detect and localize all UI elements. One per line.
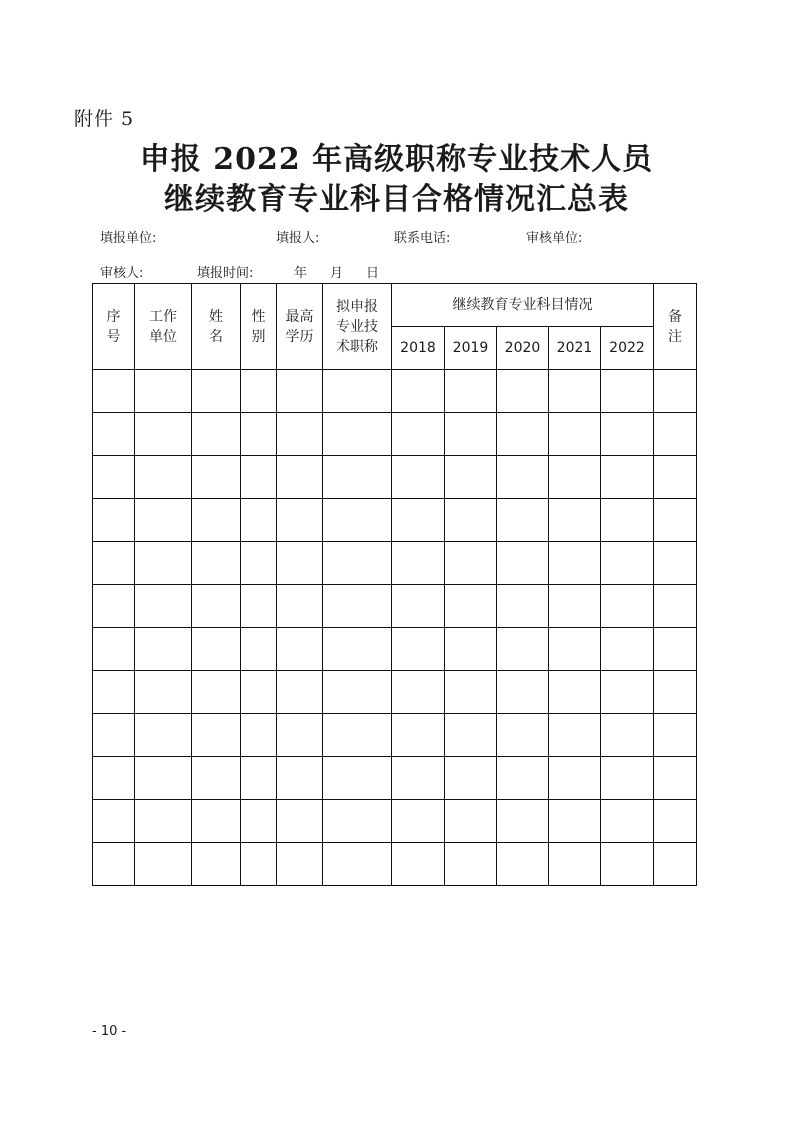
table-cell[interactable]	[277, 800, 323, 843]
table-cell[interactable]	[93, 413, 135, 456]
page-number: - 10 -	[92, 1024, 127, 1039]
table-cell[interactable]	[497, 714, 549, 757]
table-cell[interactable]	[323, 843, 392, 886]
table-cell[interactable]	[654, 800, 697, 843]
table-cell[interactable]	[241, 542, 277, 585]
fill-time-label: 填报时间:	[197, 266, 254, 281]
header-education: 最高学历	[277, 284, 323, 370]
table-cell[interactable]	[601, 499, 654, 542]
filler-label: 填报人:	[276, 231, 320, 246]
table-cell[interactable]	[277, 628, 323, 671]
table-cell[interactable]	[392, 800, 445, 843]
header-remarks: 备注	[654, 284, 697, 370]
table-cell[interactable]	[549, 671, 601, 714]
header-year: 2021	[549, 327, 601, 370]
table-cell[interactable]	[192, 757, 241, 800]
table-cell[interactable]	[135, 370, 192, 413]
table-cell[interactable]	[654, 413, 697, 456]
table-cell[interactable]	[601, 628, 654, 671]
table-cell[interactable]	[323, 370, 392, 413]
table-cell[interactable]	[93, 757, 135, 800]
table-cell[interactable]	[601, 456, 654, 499]
table-cell[interactable]	[654, 843, 697, 886]
table-cell[interactable]	[93, 370, 135, 413]
header-year: 2018	[392, 327, 445, 370]
table-cell[interactable]	[445, 370, 497, 413]
summary-table	[92, 283, 697, 886]
table-cell[interactable]	[277, 671, 323, 714]
table-cell[interactable]	[192, 843, 241, 886]
table-cell[interactable]	[135, 542, 192, 585]
table-cell[interactable]	[549, 499, 601, 542]
table-row	[93, 843, 697, 886]
table-cell[interactable]	[392, 370, 445, 413]
attachment-label: 附件 5	[74, 108, 135, 130]
table-cell[interactable]	[93, 800, 135, 843]
table-cell[interactable]	[277, 843, 323, 886]
header-year: 2019	[445, 327, 497, 370]
table-cell[interactable]	[549, 370, 601, 413]
table-row	[93, 671, 697, 714]
table-cell[interactable]	[392, 413, 445, 456]
fill-unit-label: 填报单位:	[100, 231, 157, 246]
table-cell[interactable]	[601, 800, 654, 843]
table-cell[interactable]	[241, 843, 277, 886]
table-cell[interactable]	[445, 714, 497, 757]
table-cell[interactable]	[445, 499, 497, 542]
table-cell[interactable]	[549, 757, 601, 800]
table-row	[93, 714, 697, 757]
table-cell[interactable]	[93, 714, 135, 757]
table-cell[interactable]	[277, 585, 323, 628]
header-continuing-education: 继续教育专业科目情况	[392, 284, 654, 327]
table-cell[interactable]	[241, 456, 277, 499]
table-cell[interactable]	[135, 800, 192, 843]
table-cell[interactable]	[135, 671, 192, 714]
table-cell[interactable]	[654, 499, 697, 542]
table-cell[interactable]	[323, 413, 392, 456]
table-cell[interactable]	[445, 843, 497, 886]
table-cell[interactable]	[392, 671, 445, 714]
header-seq: 序号	[93, 284, 135, 370]
table-cell[interactable]	[549, 714, 601, 757]
table-cell[interactable]	[392, 628, 445, 671]
table-cell[interactable]	[497, 671, 549, 714]
table-cell[interactable]	[323, 499, 392, 542]
header-year: 2022	[601, 327, 654, 370]
table-cell[interactable]	[241, 757, 277, 800]
table-cell[interactable]	[277, 499, 323, 542]
reviewer-label: 审核人:	[100, 266, 144, 281]
table-cell[interactable]	[445, 456, 497, 499]
table-cell[interactable]	[549, 542, 601, 585]
phone-label: 联系电话:	[394, 231, 451, 246]
table-cell[interactable]	[549, 628, 601, 671]
table-cell[interactable]	[392, 843, 445, 886]
table-cell[interactable]	[135, 757, 192, 800]
table-cell[interactable]	[241, 628, 277, 671]
page-title-line2: 继续教育专业科目合格情况汇总表	[164, 182, 629, 217]
table-cell[interactable]	[192, 413, 241, 456]
table-cell[interactable]	[323, 757, 392, 800]
page-title-line1: 申报 2022 年高级职称专业技术人员	[139, 142, 654, 177]
table-cell[interactable]	[549, 456, 601, 499]
table-row	[93, 757, 697, 800]
table-cell[interactable]	[392, 757, 445, 800]
table-cell[interactable]	[445, 542, 497, 585]
header-gender: 性别	[241, 284, 277, 370]
table-cell[interactable]	[135, 585, 192, 628]
table-cell[interactable]	[192, 714, 241, 757]
table-cell[interactable]	[192, 800, 241, 843]
table-row	[93, 499, 697, 542]
table-cell[interactable]	[323, 714, 392, 757]
table-cell[interactable]	[445, 585, 497, 628]
table-cell[interactable]	[93, 671, 135, 714]
table-cell[interactable]	[654, 456, 697, 499]
table-cell[interactable]	[241, 499, 277, 542]
table-cell[interactable]	[277, 456, 323, 499]
year-label: 年	[294, 266, 308, 281]
table-cell[interactable]	[277, 542, 323, 585]
table-cell[interactable]	[323, 800, 392, 843]
table-cell[interactable]	[135, 628, 192, 671]
month-label: 月	[330, 266, 344, 281]
table-cell[interactable]	[93, 843, 135, 886]
table-cell[interactable]	[497, 413, 549, 456]
table-cell[interactable]	[654, 370, 697, 413]
table-row	[93, 370, 697, 413]
table-cell[interactable]	[549, 413, 601, 456]
table-row	[93, 413, 697, 456]
table-cell[interactable]	[323, 671, 392, 714]
table-cell[interactable]	[601, 542, 654, 585]
table-cell[interactable]	[497, 456, 549, 499]
table-cell[interactable]	[192, 628, 241, 671]
header-work-unit: 工作单位	[135, 284, 192, 370]
table-cell[interactable]	[323, 628, 392, 671]
table-cell[interactable]	[241, 370, 277, 413]
table-cell[interactable]	[192, 671, 241, 714]
table-cell[interactable]	[549, 800, 601, 843]
table-cell[interactable]	[241, 413, 277, 456]
table-cell[interactable]	[277, 714, 323, 757]
table-cell[interactable]	[445, 628, 497, 671]
header-year: 2020	[497, 327, 549, 370]
table-cell[interactable]	[445, 757, 497, 800]
table-cell[interactable]	[497, 370, 549, 413]
table-cell[interactable]	[135, 714, 192, 757]
table-cell[interactable]	[601, 413, 654, 456]
table-cell[interactable]	[497, 499, 549, 542]
table-cell[interactable]	[497, 542, 549, 585]
table-cell[interactable]	[93, 628, 135, 671]
table-cell[interactable]	[654, 714, 697, 757]
table-cell[interactable]	[241, 800, 277, 843]
table-row	[93, 628, 697, 671]
table-row	[93, 456, 697, 499]
table-cell[interactable]	[601, 370, 654, 413]
table-cell[interactable]	[93, 499, 135, 542]
table-cell[interactable]	[135, 499, 192, 542]
table-cell[interactable]	[277, 370, 323, 413]
table-cell[interactable]	[192, 370, 241, 413]
table-cell[interactable]	[601, 585, 654, 628]
header-title-applied: 拟申报专业技术职称	[323, 284, 392, 370]
table-cell[interactable]	[192, 456, 241, 499]
table-cell[interactable]	[654, 585, 697, 628]
header-name: 姓名	[192, 284, 241, 370]
table-cell[interactable]	[601, 843, 654, 886]
day-label: 日	[366, 266, 380, 281]
table-cell[interactable]	[192, 499, 241, 542]
table-cell[interactable]	[497, 585, 549, 628]
table-cell[interactable]	[654, 757, 697, 800]
table-cell[interactable]	[241, 671, 277, 714]
table-cell[interactable]	[192, 585, 241, 628]
table-cell[interactable]	[241, 714, 277, 757]
table-cell[interactable]	[654, 628, 697, 671]
table-cell[interactable]	[323, 585, 392, 628]
table-cell[interactable]	[135, 456, 192, 499]
table-cell[interactable]	[601, 671, 654, 714]
table-row	[93, 800, 697, 843]
table-cell[interactable]	[135, 843, 192, 886]
table-cell[interactable]	[323, 456, 392, 499]
table-cell[interactable]	[601, 714, 654, 757]
table-row	[93, 542, 697, 585]
table-cell[interactable]	[549, 843, 601, 886]
review-unit-label: 审核单位:	[526, 231, 583, 246]
table-cell[interactable]	[93, 456, 135, 499]
table-row	[93, 585, 697, 628]
table-cell[interactable]	[497, 843, 549, 886]
table-cell[interactable]	[277, 757, 323, 800]
table-cell[interactable]	[445, 413, 497, 456]
table-cell[interactable]	[135, 413, 192, 456]
table-cell[interactable]	[445, 800, 497, 843]
table-cell[interactable]	[654, 671, 697, 714]
table-cell[interactable]	[93, 542, 135, 585]
table-cell[interactable]	[241, 585, 277, 628]
table-cell[interactable]	[497, 800, 549, 843]
table-cell[interactable]	[654, 542, 697, 585]
table-cell[interactable]	[192, 542, 241, 585]
table-cell[interactable]	[392, 542, 445, 585]
table-cell[interactable]	[392, 456, 445, 499]
table-cell[interactable]	[392, 499, 445, 542]
table-cell[interactable]	[445, 671, 497, 714]
table-cell[interactable]	[497, 757, 549, 800]
table-cell[interactable]	[601, 757, 654, 800]
table-cell[interactable]	[277, 413, 323, 456]
table-cell[interactable]	[323, 542, 392, 585]
table-cell[interactable]	[392, 714, 445, 757]
table-cell[interactable]	[549, 585, 601, 628]
table-cell[interactable]	[497, 628, 549, 671]
table-cell[interactable]	[93, 585, 135, 628]
table-cell[interactable]	[392, 585, 445, 628]
